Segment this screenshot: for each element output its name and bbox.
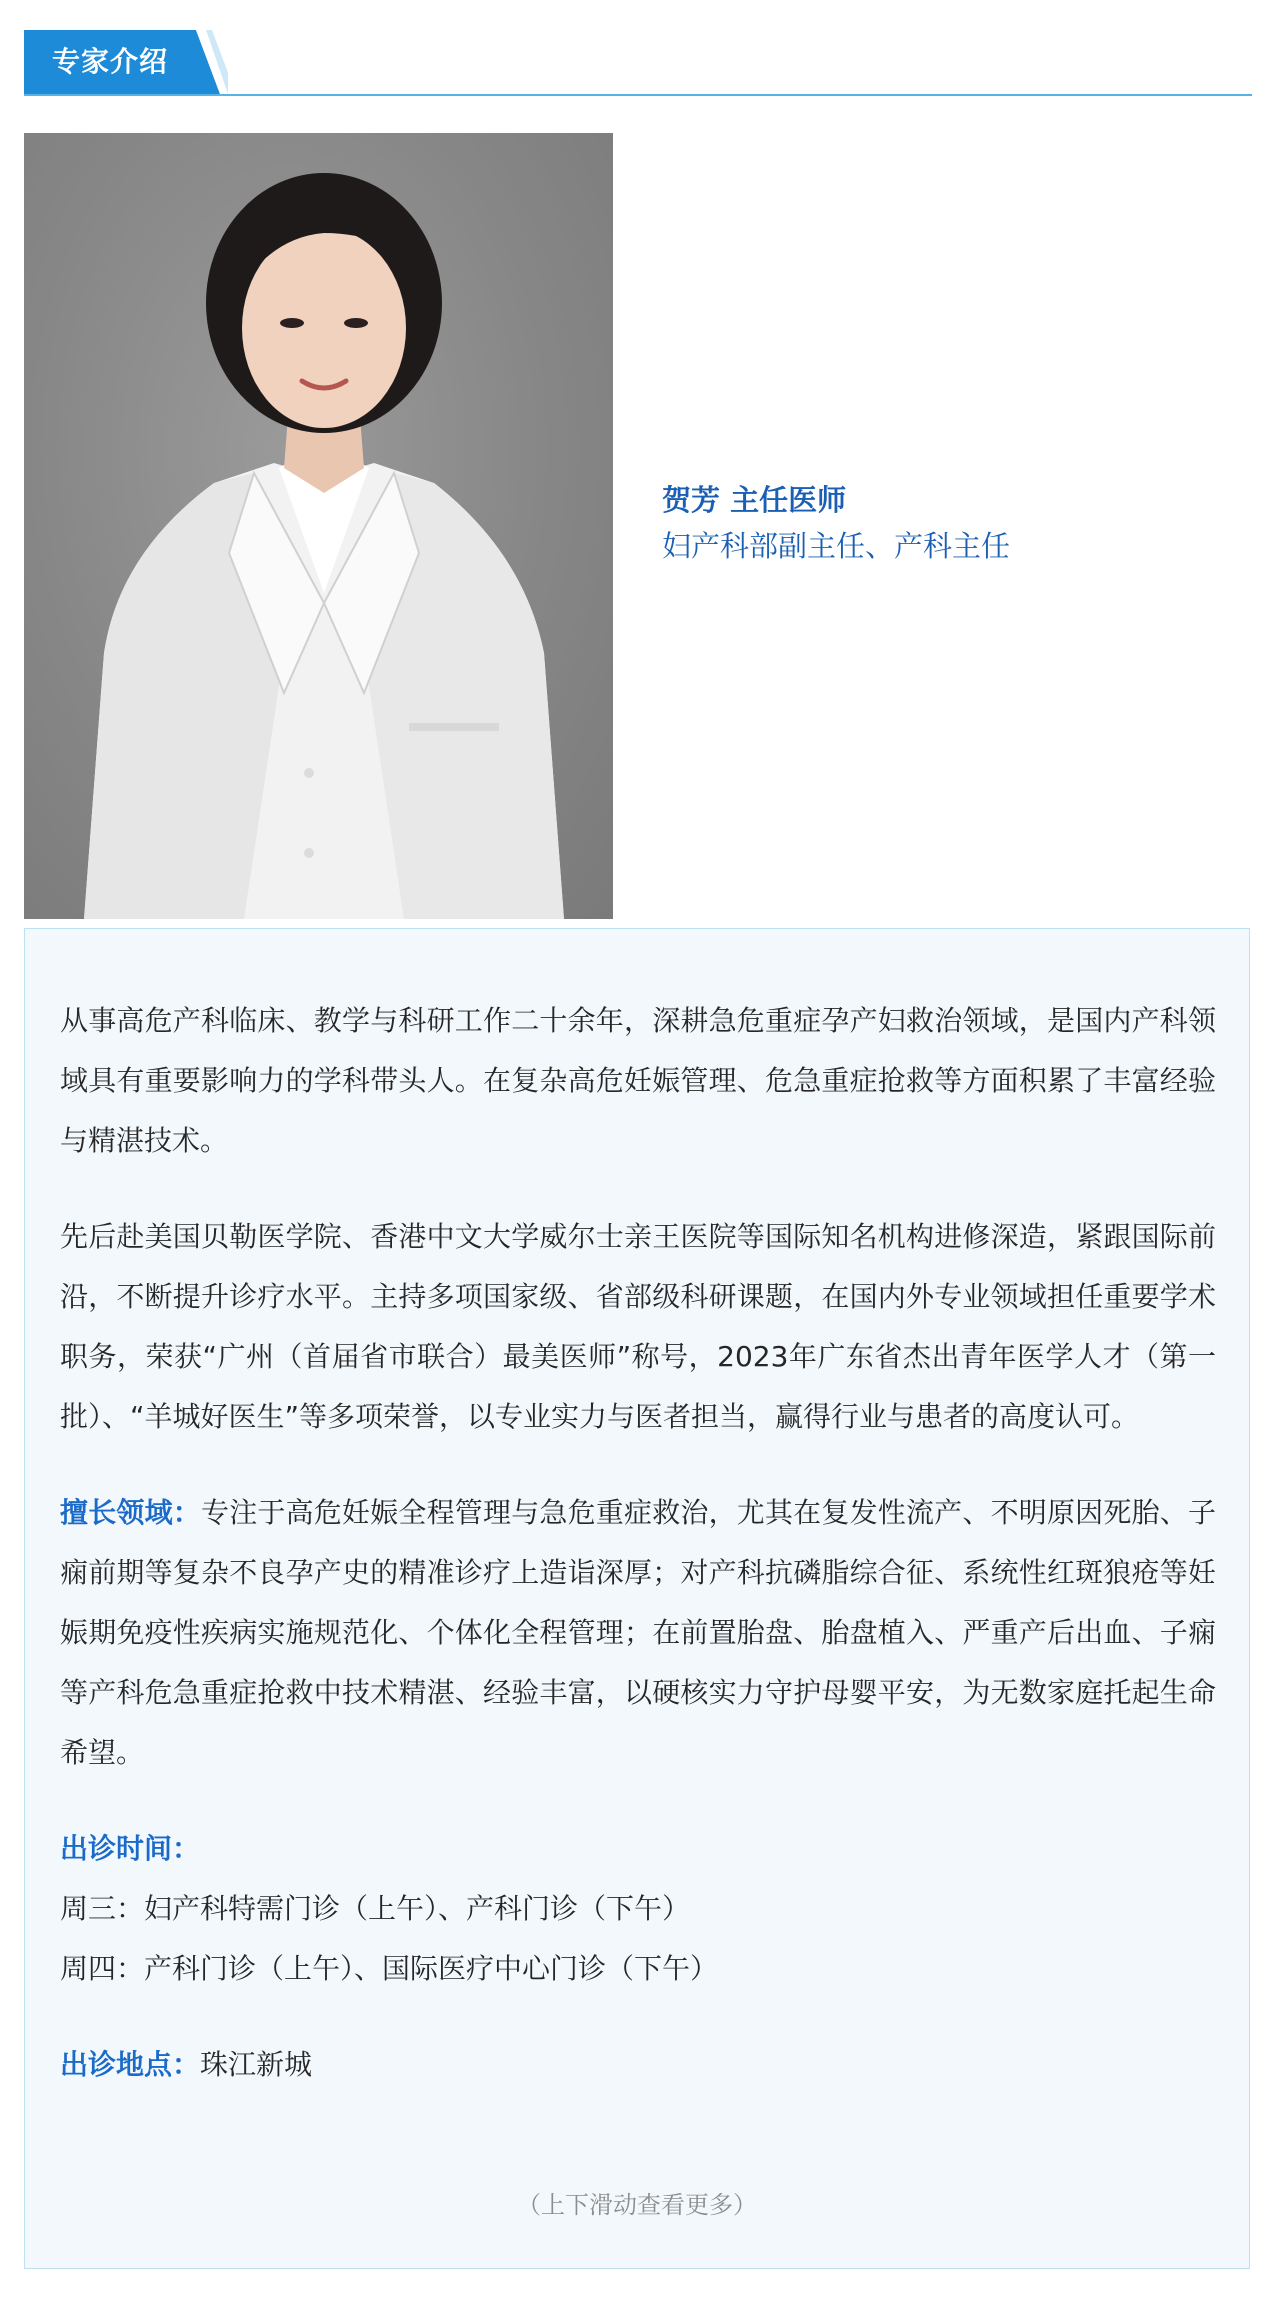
scroll-hint: （上下滑动查看更多） [517,2191,757,2219]
header-divider [24,94,1252,96]
doctor-position: 妇产科部副主任、产科主任 [662,529,1011,563]
doctor-name: 贺芳 主任医师 [662,483,847,517]
doctor-info [662,478,1222,570]
bio-content [60,991,1216,2095]
specialty-paragraph [60,1483,1216,1783]
location-value: 珠江新城 [200,2048,313,2081]
schedule-label: 出诊时间： [60,1832,201,1865]
location-line [60,2035,1216,2095]
bio-panel[interactable] [24,928,1250,2269]
header-tab [24,30,228,94]
section-header [24,30,1252,96]
doctor-portrait-icon [24,133,613,919]
schedule-thursday: 周四：产科门诊（上午）、国际医疗中心门诊（下午） [60,1952,719,1985]
bio-paragraph-1: 从事高危产科临床、教学与科研工作二十余年，深耕急危重症孕产妇救治领域，是国内产科领域具有重要影响力的学科带头人。在复杂高危妊娠管理、危急重症抢救等方面积累了丰富经验与精湛技术。 [60,1004,1216,1157]
section-title: 专家介绍 [52,45,169,78]
doctor-photo [24,133,613,919]
schedule-label-line [60,1819,1216,1879]
specialty-text: 专注于高危妊娠全程管理与急危重症救治，尤其在复发性流产、不明原因死胎、子痫前期等复杂不良孕产史的精准诊疗上造诣深厚；对产科抗磷脂综合征、系统性红斑狼疮等妊娠期免疫性疾病实施规范化、个体化全程管理；在前置胎盘、胎盘植入、严重产后出血、子痫等产科危急重症抢救中技术精湛、经验丰富，以硬核实力守护母婴平安，为无数家庭托起生命希望。 [60,1496,1216,1769]
location-label: 出诊地点： [60,2048,201,2081]
specialty-label: 擅长领域： [60,1496,201,1529]
schedule-wednesday: 周三：妇产科特需门诊（上午）、产科门诊（下午） [60,1892,691,1925]
bio-paragraph-2: 先后赴美国贝勒医学院、香港中文大学威尔士亲王医院等国际知名机构进修深造，紧跟国际前沿，不断提升诊疗水平。主持多项国家级、省部级科研课题，在国内外专业领域担任重要学术职务，荣获“广州（首届省市联合）最美医师”称号，2023年广东省杰出青年医学人才（第一批）、“羊城好医生”等多项荣誉，以专业实力与医者担当，赢得行业与患者的高度认可。 [60,1220,1216,1433]
